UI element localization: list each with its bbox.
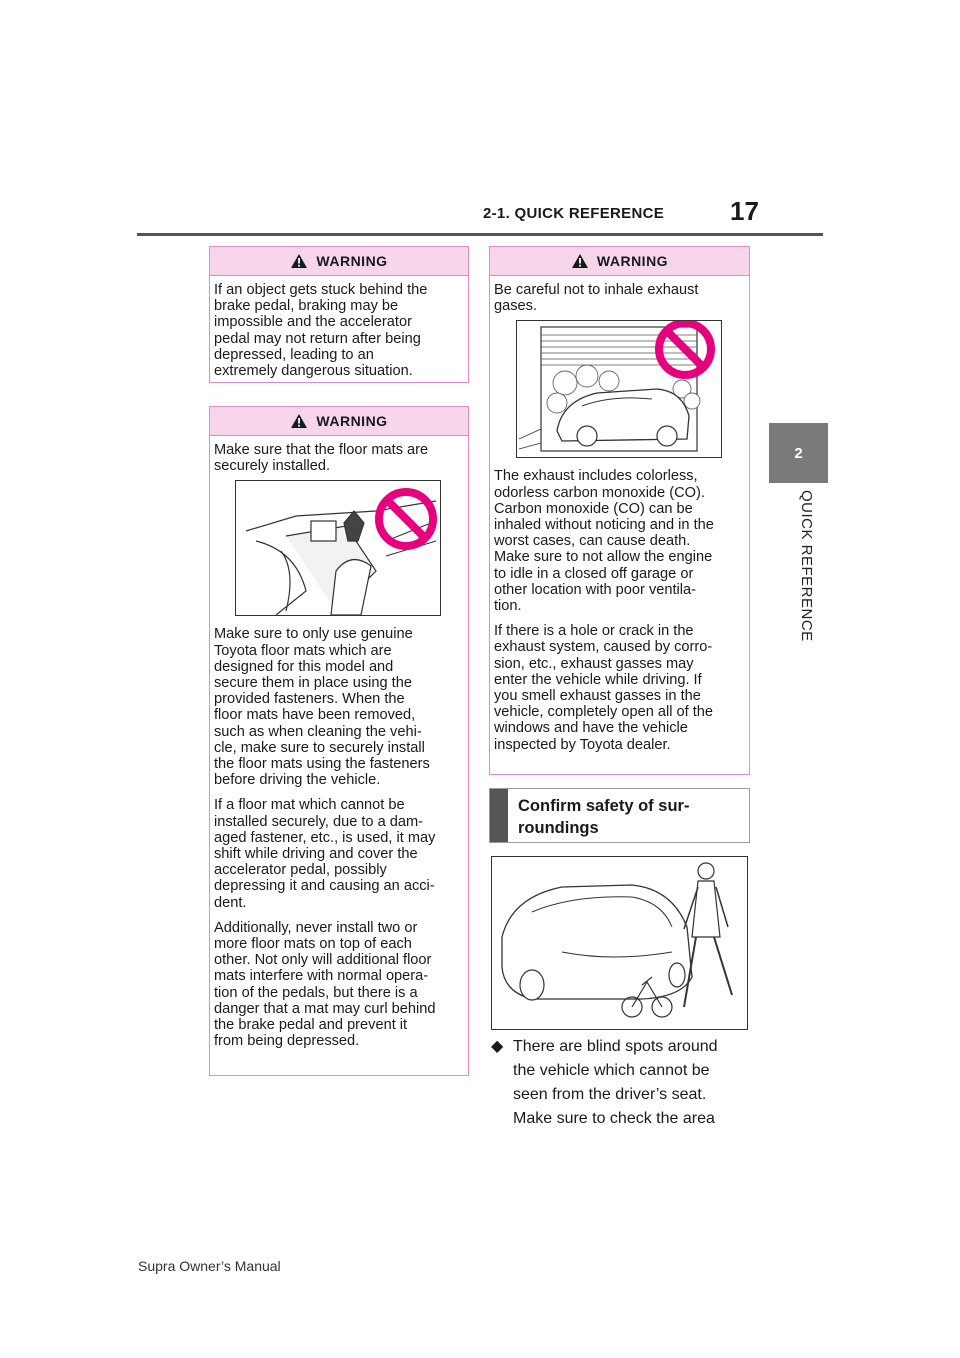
warning-label: WARNING bbox=[596, 253, 669, 269]
warning-header bbox=[210, 407, 468, 436]
warning-header bbox=[490, 247, 749, 276]
warning-box-floor-mats bbox=[209, 406, 469, 1076]
warning-intro: Be careful not to inhale exhaust gases. bbox=[494, 282, 699, 315]
bullet-diamond-icon: ◆ bbox=[491, 1038, 504, 1055]
warning-body bbox=[490, 276, 749, 770]
section-header: 2-1. QUICK REFERENCE bbox=[483, 205, 665, 222]
header-divider bbox=[137, 233, 823, 236]
bullet-text: There are blind spots around the vehicle which cannot be seen from the driver’s seat. Make sure to check the area bbox=[513, 1038, 718, 1127]
warning-label: WARNING bbox=[316, 413, 388, 429]
warning-body bbox=[210, 436, 468, 1066]
warning-intro: Make sure that the floor mats are securely installed. bbox=[214, 442, 429, 475]
warning-paragraph: Additionally, never install two or more floor mats on top of each other. Not only will additional floor mats interfere with normal opera- tion of the pedals, but there is a danger that a mat may curl behind the brake pedal and prevent it from being depressed. bbox=[214, 919, 436, 1050]
floor-mat-illustration bbox=[235, 480, 441, 616]
chapter-side-label: QUICK REFERENCE bbox=[798, 490, 815, 642]
warning-header bbox=[210, 247, 468, 276]
garage-exhaust-illustration bbox=[516, 320, 722, 458]
warning-paragraph: If a floor mat which cannot be installed securely, due to a dam- aged fastener, etc., is used, it may shift while driving and cover the accelerator pedal, possibly depressing it and causing an acci- dent. bbox=[214, 797, 436, 911]
warning-triangle-icon bbox=[290, 253, 308, 269]
section-heading-bar bbox=[490, 789, 508, 842]
section-heading: Confirm safety of sur- roundings bbox=[518, 797, 690, 837]
manual-footer: Supra Owner’s Manual bbox=[138, 1258, 281, 1274]
bullet-item bbox=[491, 1035, 771, 1131]
chapter-tab: 2 bbox=[769, 423, 828, 483]
warning-paragraph: If an object gets stuck behind the brake pedal, braking may be impossible and the accelerator pedal may not return after being depressed, leading to an extremely dangerous situation. bbox=[214, 282, 428, 380]
page-number: 17 bbox=[730, 196, 759, 226]
surroundings-illustration bbox=[491, 856, 748, 1030]
warning-paragraph: Make sure to only use genuine Toyota floor mats which are designed for this model and secure them in place using the provided fasteners. When the floor mats have been removed, such as when cleaning the vehi- cle, make sure to securely install the floor mats using the fasteners before driving the vehicle. bbox=[214, 626, 430, 789]
warning-triangle-icon bbox=[571, 253, 589, 269]
warning-label: WARNING bbox=[316, 253, 388, 269]
warning-paragraph: If there is a hole or crack in the exhaust system, caused by corro- sion, etc., exhaust gasses may enter the vehicle while driving. If you smell exhaust gasses in the vehicle, completely open all of the windows and have the vehicle inspected by Toyota dealer. bbox=[494, 623, 714, 753]
warning-body bbox=[210, 276, 468, 396]
warning-box-exhaust bbox=[489, 246, 750, 775]
warning-box-brake-pedal bbox=[209, 246, 469, 383]
section-heading-box bbox=[489, 788, 750, 843]
warning-paragraph: The exhaust includes colorless, odorless carbon monoxide (CO). Carbon monoxide (CO) can be inhaled without noticing and in the worst cases, can cause death. Make sure to not allow the engine to idle in a closed off garage or other location with poor ventila- tion. bbox=[494, 468, 714, 615]
warning-triangle-icon bbox=[290, 413, 308, 429]
